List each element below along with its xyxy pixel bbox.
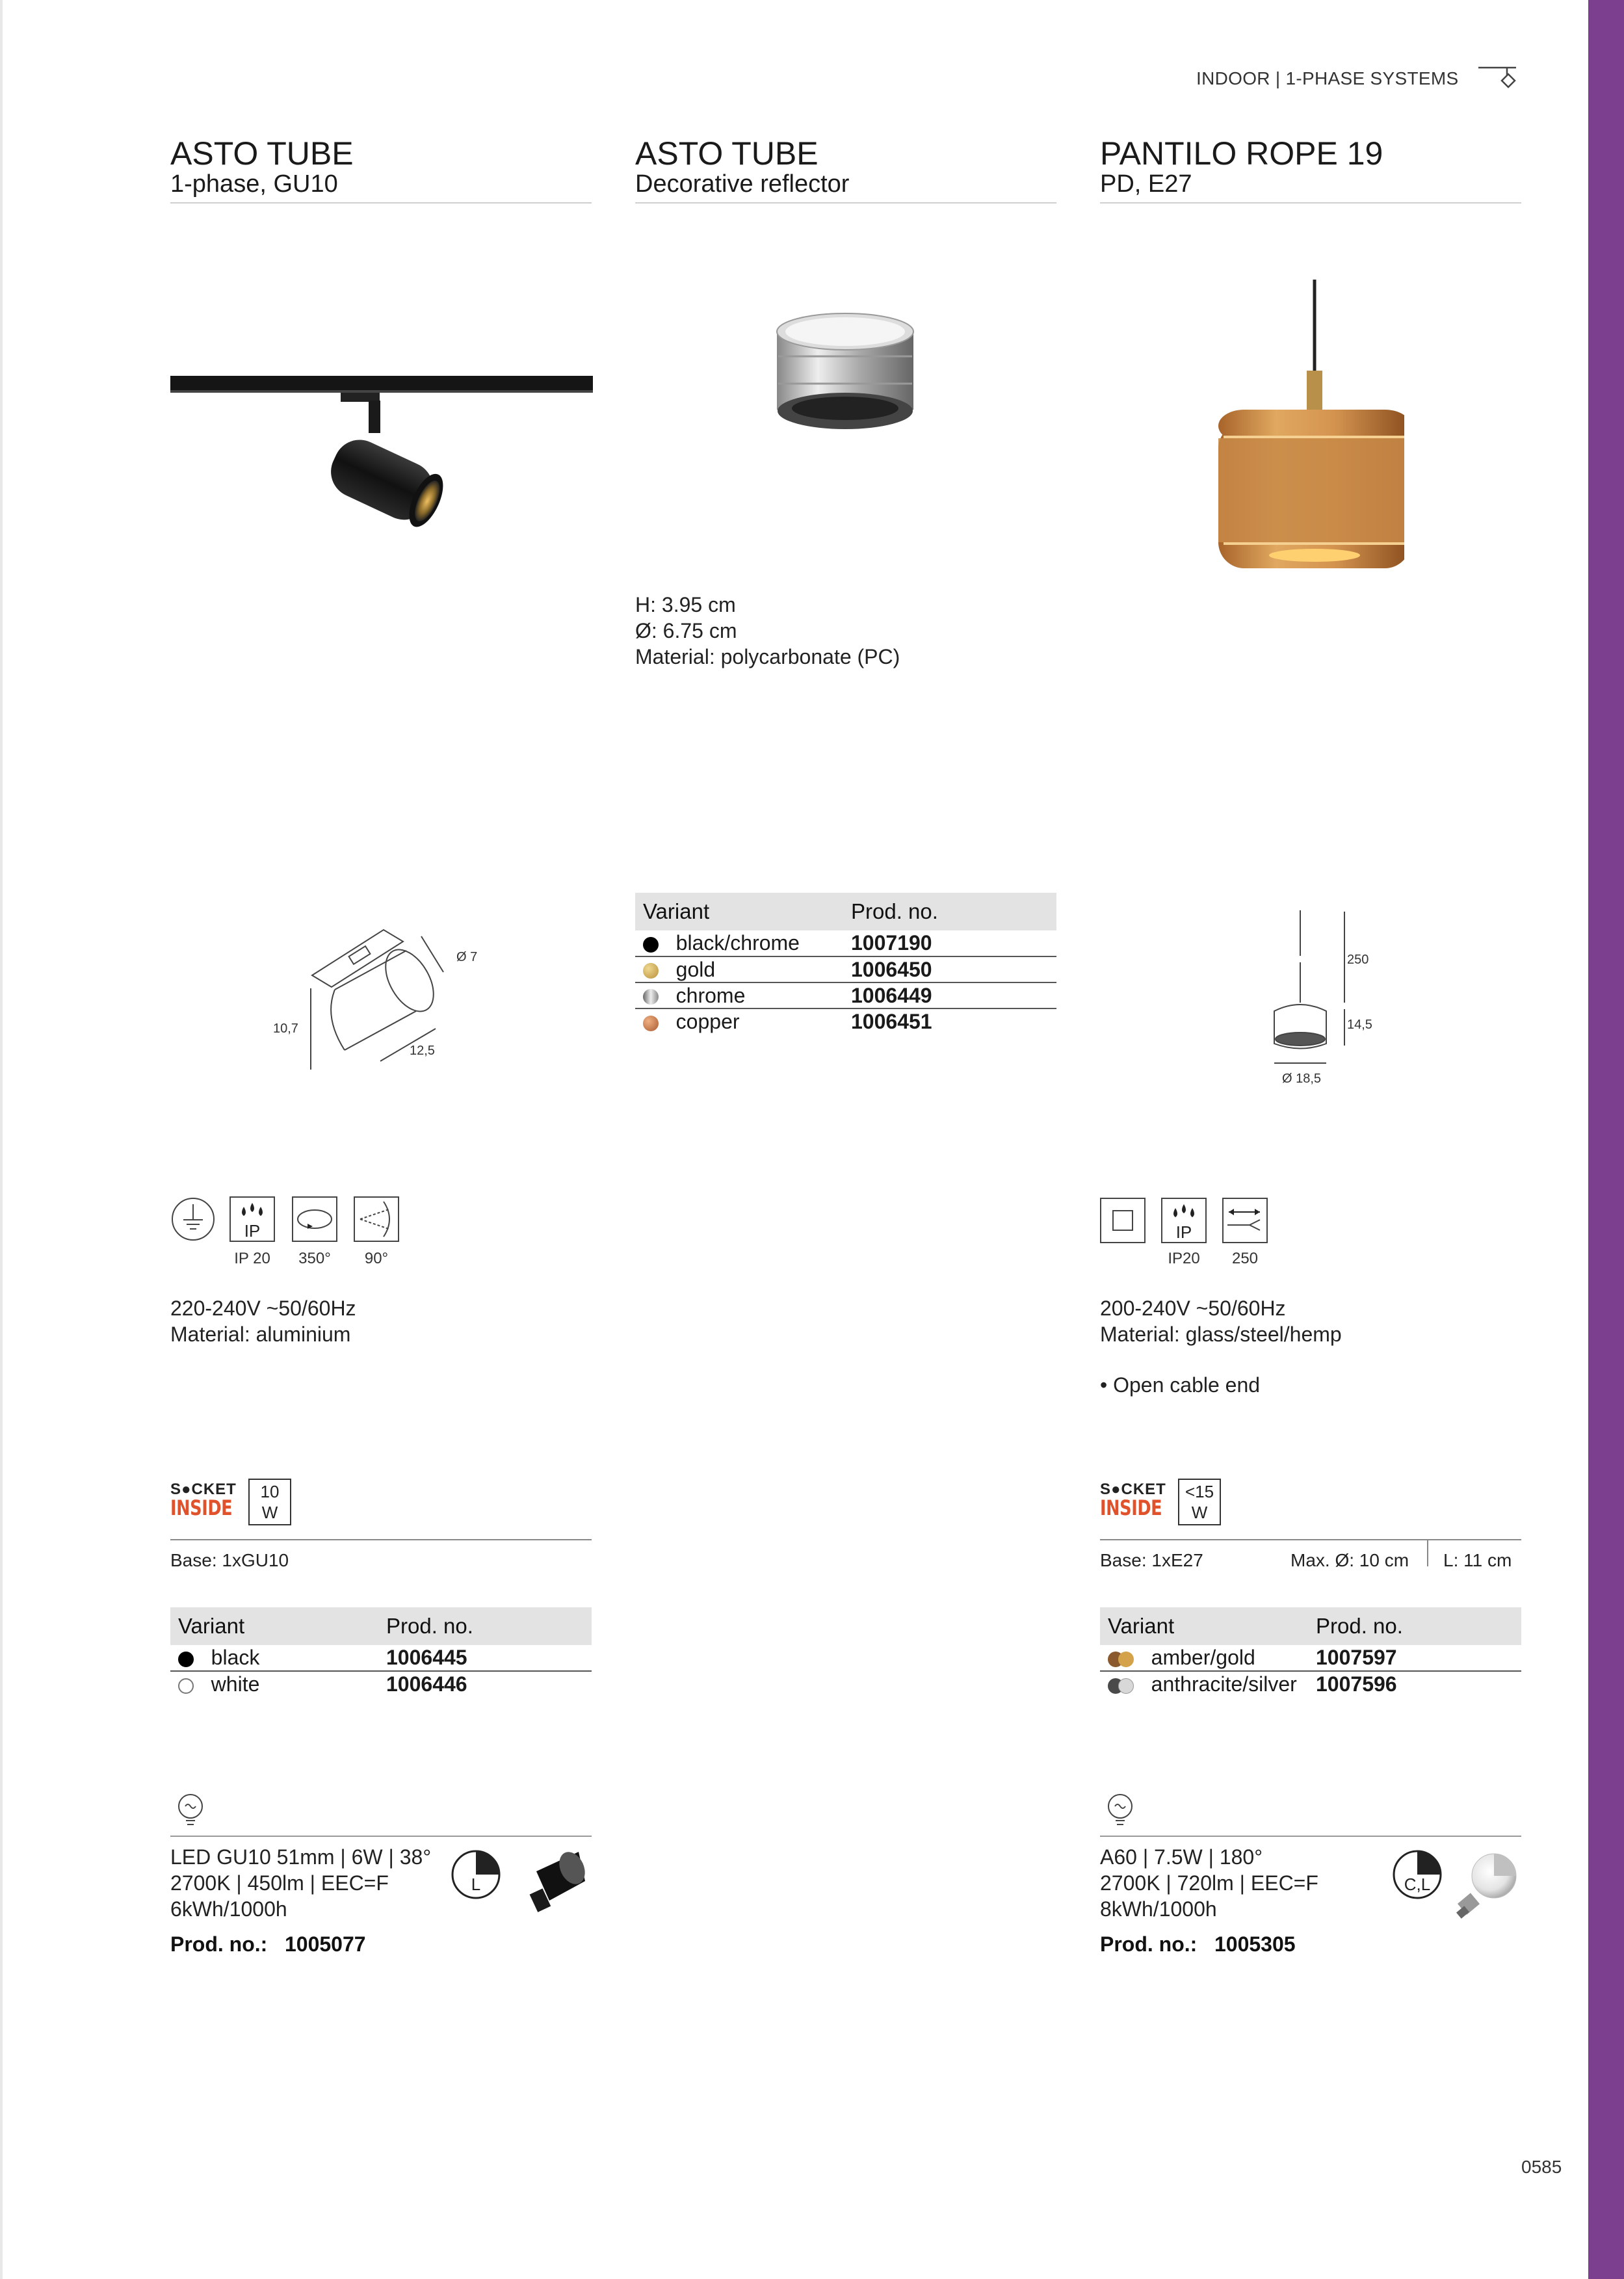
table-row	[1100, 1645, 1521, 1671]
product-number: 1007190	[843, 930, 1056, 956]
product-title-block	[635, 137, 1058, 198]
table-row	[170, 1671, 592, 1697]
lamp-base: Base: 1xE27	[1100, 1550, 1203, 1570]
product-title-block	[1100, 137, 1523, 198]
spec-line: 200-240V ~50/60Hz	[1100, 1297, 1286, 1320]
product-subtitle: Decorative reflector	[635, 170, 850, 198]
page-edge	[0, 0, 3, 2279]
spec-line: Material: aluminium	[170, 1323, 351, 1346]
max-wattage-value: <15	[1185, 1482, 1214, 1501]
lamp-spec-line: 6kWh/1000h	[170, 1897, 287, 1921]
table-row	[170, 1645, 592, 1671]
max-wattage-unit: W	[1191, 1503, 1208, 1522]
spec-line: Ø: 6.75 cm	[635, 619, 737, 642]
rotation-icon	[292, 1196, 337, 1242]
protection-class-icon	[170, 1196, 216, 1242]
max-wattage-value: 10	[260, 1482, 280, 1501]
product-subtitle: PD, E27	[1100, 170, 1192, 198]
ip-label: IP	[1175, 1222, 1192, 1242]
dimension-drawing	[1255, 897, 1398, 1092]
chapter-color-bar	[1588, 0, 1624, 2279]
cable-length-value: 250	[1231, 1250, 1259, 1267]
spec-line: Material: glass/steel/hemp	[1100, 1323, 1342, 1346]
electrical-specs	[170, 1295, 356, 1347]
title-divider	[1100, 202, 1521, 204]
tilt-angle-icon	[355, 1198, 398, 1241]
color-swatch-copper	[643, 1016, 659, 1031]
dim-length: 12,5	[410, 1044, 435, 1058]
lamp-prod-label: Prod. no.:	[1100, 1932, 1198, 1956]
lamp-specs	[1100, 1844, 1318, 1922]
max-wattage-box	[248, 1479, 291, 1525]
ip-rating-value: IP 20	[234, 1250, 270, 1267]
lamp-spec-line: 2700K | 450lm | EEC=F	[170, 1871, 389, 1895]
lamp-product-number	[170, 1932, 366, 1956]
dim-cable: 250	[1347, 953, 1369, 967]
dim-height: 10,7	[273, 1021, 298, 1036]
title-divider	[170, 202, 592, 204]
product-subtitle: 1-phase, GU10	[170, 170, 338, 198]
color-swatch-white	[178, 1678, 194, 1694]
base-divider	[170, 1539, 592, 1540]
lamp-spec-line: 8kWh/1000h	[1100, 1897, 1217, 1921]
color-swatch-chrome	[643, 989, 659, 1005]
cable-length-icon	[1222, 1198, 1268, 1243]
square-class-icon	[1101, 1199, 1144, 1242]
lamp-base: Base: 1xGU10	[170, 1550, 289, 1570]
socket-inside-logo	[170, 1481, 237, 1520]
table-row	[635, 930, 1056, 956]
ip-rating-icon	[1161, 1198, 1207, 1243]
feature-bullet: • Open cable end	[1100, 1373, 1261, 1397]
max-diameter: Max. Ø: 10 cm	[1290, 1550, 1409, 1570]
spec-line: Material: polycarbonate (PC)	[635, 645, 900, 668]
cable-icon	[1224, 1199, 1266, 1242]
product-title-block	[170, 137, 593, 198]
socket-logo-line1: S●CKET	[170, 1481, 237, 1498]
variant-table	[1100, 1607, 1521, 1697]
product-title: ASTO TUBE	[170, 135, 354, 172]
max-wattage-unit: W	[261, 1503, 278, 1522]
variant-name: chrome	[675, 983, 746, 1007]
dimension-drawing	[273, 910, 494, 1079]
prodno-column-header: Prod. no.	[1308, 1607, 1521, 1645]
prodno-column-header: Prod. no.	[843, 893, 1056, 930]
product-number: 1007596	[1316, 1672, 1397, 1696]
lamp-prod-value: 1005305	[1214, 1932, 1296, 1956]
lamp-specs	[170, 1844, 431, 1922]
variant-column-header: Variant	[635, 893, 843, 930]
ip-label: IP	[244, 1221, 261, 1241]
light-bulb-icon	[174, 1791, 207, 1830]
table-row	[635, 956, 1056, 982]
dimmable-label: L	[471, 1875, 481, 1894]
product-number: 1006451	[851, 1010, 932, 1033]
dim-diameter: Ø 18,5	[1282, 1072, 1322, 1086]
track-spot-icon	[1476, 62, 1521, 96]
lamp-prod-value: 1005077	[284, 1932, 366, 1956]
gu10-lamp-image	[520, 1845, 592, 1917]
lamp-spec-line: 2700K | 720lm | EEC=F	[1100, 1871, 1318, 1895]
base-divider	[1100, 1539, 1521, 1540]
variant-table	[635, 893, 1056, 1034]
prodno-column-header: Prod. no.	[378, 1607, 592, 1645]
table-row	[635, 982, 1056, 1008]
product-number: 1007597	[1308, 1645, 1521, 1671]
title-divider	[635, 202, 1056, 204]
ip-rating-value: IP20	[1168, 1250, 1200, 1267]
product-image-track-spot	[170, 364, 593, 546]
tilt-icon	[354, 1196, 399, 1242]
ip-rating-icon	[229, 1196, 275, 1242]
socket-logo-line2: INSIDE	[1100, 1495, 1162, 1520]
variant-column-header: Variant	[170, 1607, 378, 1645]
rotation-value: 350°	[298, 1250, 331, 1267]
table-row	[1100, 1671, 1521, 1697]
spec-separator	[1427, 1539, 1428, 1566]
product-number: 1006449	[843, 982, 1056, 1008]
variant-name: amber/gold	[1151, 1646, 1255, 1669]
section-header: INDOOR | 1-PHASE SYSTEMS	[1196, 68, 1459, 88]
a60-lamp-image	[1450, 1850, 1521, 1921]
lamp-divider	[170, 1836, 592, 1837]
variant-name: anthracite/silver	[1151, 1672, 1297, 1696]
protection-class-icon	[1100, 1198, 1146, 1243]
variant-name: gold	[675, 957, 716, 981]
dimmable-icon	[1391, 1849, 1443, 1901]
color-swatch-gold	[643, 963, 659, 979]
tilt-value: 90°	[364, 1250, 389, 1267]
dimmable-label: C,L	[1404, 1875, 1431, 1894]
color-swatch-silver	[1118, 1678, 1134, 1694]
product-image-pendant	[1209, 280, 1404, 592]
light-bulb-icon	[1104, 1791, 1136, 1830]
lamp-prod-label: Prod. no.:	[170, 1932, 268, 1956]
product-title: PANTILO ROPE 19	[1100, 135, 1383, 172]
variant-name: black	[211, 1646, 260, 1669]
variant-table	[170, 1607, 592, 1697]
variant-name: copper	[675, 1010, 740, 1033]
lamp-spec-line: A60 | 7.5W | 180°	[1100, 1845, 1263, 1869]
electrical-specs	[1100, 1295, 1342, 1347]
max-wattage-box	[1178, 1479, 1221, 1525]
dim-diameter: Ø 7	[456, 950, 478, 964]
rotate-icon	[293, 1198, 336, 1241]
color-swatch-black	[178, 1652, 194, 1667]
socket-inside-logo	[1100, 1481, 1166, 1520]
spec-line: H: 3.95 cm	[635, 593, 736, 616]
page-number: 0585	[1521, 2157, 1562, 2177]
product-number: 1006446	[386, 1672, 467, 1696]
variant-name: black/chrome	[675, 931, 800, 955]
variant-name: white	[211, 1672, 260, 1696]
lamp-product-number	[1100, 1932, 1296, 1956]
product-title: ASTO TUBE	[635, 135, 819, 172]
table-row	[635, 1008, 1056, 1034]
spec-line: 220-240V ~50/60Hz	[170, 1297, 356, 1320]
socket-logo-line1: S●CKET	[1100, 1481, 1166, 1498]
product-number: 1006450	[843, 956, 1056, 982]
color-swatch-black-chrome	[643, 937, 659, 953]
lamp-spec-line: LED GU10 51mm | 6W | 38°	[170, 1845, 432, 1869]
reflector-specs	[635, 592, 900, 670]
product-image-reflector	[764, 299, 926, 449]
socket-logo-line2: INSIDE	[170, 1495, 233, 1520]
lamp-length: L: 11 cm	[1443, 1550, 1512, 1570]
dimmable-icon	[450, 1849, 502, 1901]
product-number: 1006445	[378, 1645, 592, 1671]
dim-height: 14,5	[1347, 1018, 1372, 1032]
color-swatch-gold	[1118, 1652, 1134, 1667]
variant-column-header: Variant	[1100, 1607, 1308, 1645]
lamp-divider	[1100, 1836, 1521, 1837]
